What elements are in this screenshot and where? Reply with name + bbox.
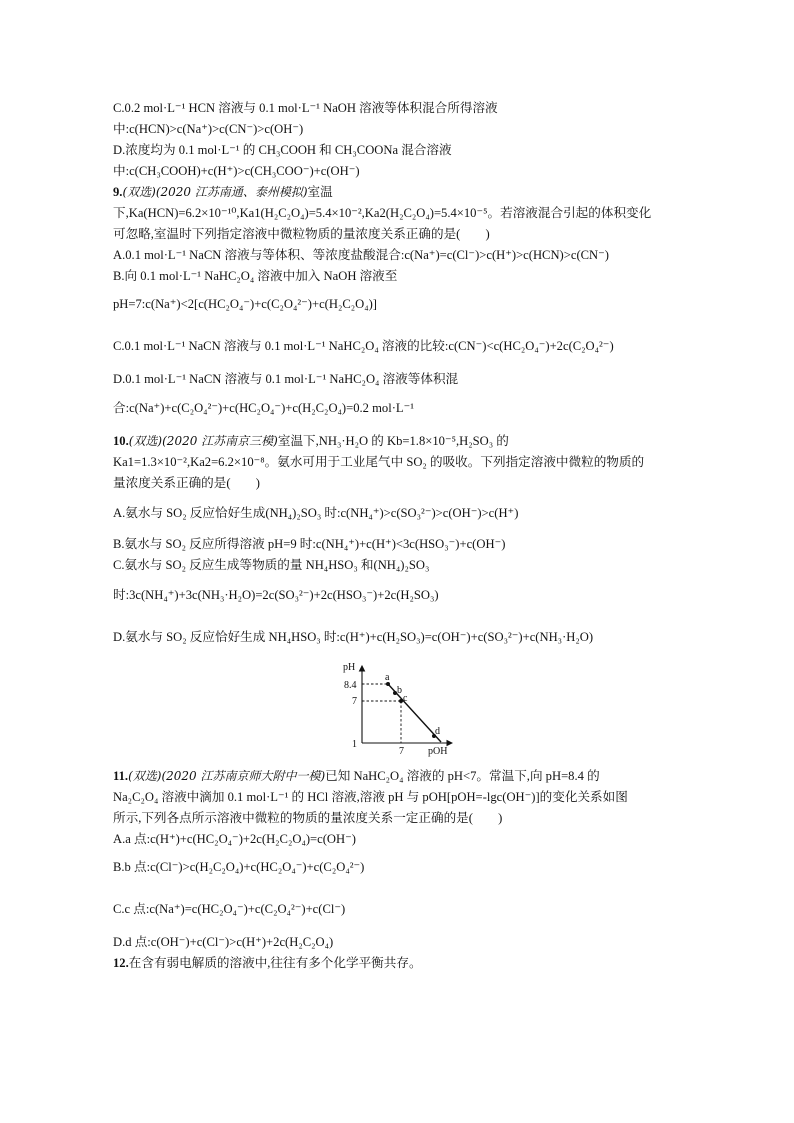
question-source: (2020 江苏南京师大附中一模) bbox=[161, 769, 326, 783]
text-line: 所示,下列各点所示溶液中微粒的物质的量浓度关系一定正确的是( ) bbox=[113, 811, 503, 825]
text-line: 量浓度关系正确的是( ) bbox=[113, 476, 260, 490]
option-c: C.c 点:c(Na⁺)=c(HC₂O₄⁻)+c(C₂O₄²⁻)+c(Cl⁻) bbox=[113, 902, 346, 916]
question-number: 10. bbox=[113, 434, 129, 448]
y-tick-label: 7 bbox=[352, 696, 357, 707]
question-number: 12. bbox=[113, 956, 129, 970]
point-label: d bbox=[435, 726, 440, 737]
question-number: 11. bbox=[113, 769, 129, 783]
question-12-stem bbox=[113, 955, 422, 971]
y-tick-label: 8.4 bbox=[344, 680, 357, 691]
text-line: 下,Ka(HCN)=6.2×10⁻¹⁰,Ka1(H₂C₂O₄)=5.4×10⁻²,Ka2(H₂C₂O₄)=5.4×10⁻⁵。若溶液混合引起的体积变化 bbox=[113, 206, 652, 220]
question-tag: (双选) bbox=[122, 185, 156, 199]
text-line: Na₂C₂O₄ 溶液中滴加 0.1 mol·L⁻¹ 的 HCl 溶液,溶液 pH 与 pOH[pOH=-lgc(OH⁻)]的变化关系如图 bbox=[113, 790, 628, 804]
option-d: D.氨水与 SO₂ 反应恰好生成 NH₄HSO₃ 时:c(H⁺)+c(H₂SO₃)=c(OH⁻)+c(SO₃²⁻)+c(NH₃·H₂O) bbox=[113, 630, 594, 644]
x-axis-label: pOH bbox=[428, 746, 448, 757]
text-line: 可忽略,室温时下列指定溶液中微粒物质的量浓度关系正确的是( ) bbox=[113, 227, 490, 241]
option-b: B.氨水与 SO₂ 反应所得溶液 pH=9 时:c(NH₄⁺)+c(H⁺)<3c(HSO₃⁻)+c(OH⁻) bbox=[113, 537, 506, 551]
option-a: A.0.1 mol·L⁻¹ NaCN 溶液与等体积、等浓度盐酸混合:c(Na⁺)=c(Cl⁻)>c(H⁺)>c(HCN)>c(CN⁻) bbox=[113, 248, 609, 262]
stem-text: 室温 bbox=[307, 185, 333, 199]
text-line: Ka1=1.3×10⁻²,Ka2=6.2×10⁻⁸。氨水可用于工业尾气中 SO₂ 的吸收。下列指定溶液中微粒的物质的 bbox=[113, 455, 645, 469]
question-tag: (双选) bbox=[128, 434, 163, 448]
option-c: C.氨水与 SO₂ 反应生成等物质的量 NH₄HSO₃ 和(NH₄)₂SO₃ bbox=[113, 558, 430, 572]
question-9-stem bbox=[113, 184, 333, 200]
stem-text: 在含有弱电解质的溶液中,往往有多个化学平衡共存。 bbox=[128, 956, 422, 970]
text-line: D.浓度均为 0.1 mol·L⁻¹ 的 CH₃COOH 和 CH₃COONa 混合溶液 bbox=[113, 143, 452, 157]
text-line: 中:c(CH₃COOH)+c(H⁺)>c(CH₃COO⁻)+c(OH⁻) bbox=[113, 164, 360, 178]
option-d: D.d 点:c(OH⁻)+c(Cl⁻)>c(H⁺)+2c(H₂C₂O₄) bbox=[113, 935, 334, 949]
option-c: C.0.1 mol·L⁻¹ NaCN 溶液与 0.1 mol·L⁻¹ NaHC₂O₄ 溶液的比较:c(CN⁻)<c(HC₂O₄⁻)+2c(C₂O₄²⁻) bbox=[113, 339, 614, 353]
option-b: B.向 0.1 mol·L⁻¹ NaHC₂O₄ 溶液中加入 NaOH 溶液至 bbox=[113, 269, 398, 283]
option-a: A.a 点:c(H⁺)+c(HC₂O₄⁻)+2c(H₂C₂O₄)=c(OH⁻) bbox=[113, 832, 356, 846]
question-source: (2020 江苏南京三模) bbox=[162, 434, 278, 448]
x-tick-label: 7 bbox=[399, 746, 404, 757]
option-d: D.0.1 mol·L⁻¹ NaCN 溶液与 0.1 mol·L⁻¹ NaHC₂O₄ 溶液等体积混 bbox=[113, 372, 459, 386]
option-c-cont: 时:3c(NH₄⁺)+3c(NH₃·H₂O)=2c(SO₃²⁻)+2c(HSO₃⁻)+2c(H₂SO₃) bbox=[113, 588, 439, 602]
point-label: b bbox=[397, 685, 402, 696]
question-source: (2020 江苏南通、泰州模拟) bbox=[155, 185, 308, 199]
option-b: B.b 点:c(Cl⁻)>c(H₂C₂O₄)+c(HC₂O₄⁻)+c(C₂O₄²⁻) bbox=[113, 860, 365, 874]
option-a: A.氨水与 SO₂ 反应恰好生成(NH₄)₂SO₃ 时:c(NH₄⁺)>c(SO₃²⁻)>c(OH⁻)>c(H⁺) bbox=[113, 506, 519, 520]
question-10-stem bbox=[113, 433, 509, 449]
stem-text: 室温下,NH₃·H₂O 的 Kb=1.8×10⁻⁵,H₂SO₃ 的 bbox=[277, 434, 509, 448]
question-number: 9. bbox=[113, 185, 123, 199]
y-axis-label: pH bbox=[343, 662, 356, 673]
question-11-stem bbox=[113, 768, 600, 784]
option-d-cont: 合:c(Na⁺)+c(C₂O₄²⁻)+c(HC₂O₄⁻)+c(H₂C₂O₄)=0.2 mol·L⁻¹ bbox=[113, 401, 415, 415]
question-tag: (双选) bbox=[128, 769, 162, 783]
y-tick-label: 1 bbox=[352, 739, 357, 750]
text-line: C.0.2 mol·L⁻¹ HCN 溶液与 0.1 mol·L⁻¹ NaOH 溶液等体积混合所得溶液 bbox=[113, 101, 498, 115]
ph-poh-figure bbox=[330, 660, 460, 760]
stem-text: 已知 NaHC₂O₄ 溶液的 pH<7。常温下,向 pH=8.4 的 bbox=[325, 769, 600, 783]
point-label: c bbox=[403, 693, 408, 704]
point-label: a bbox=[385, 672, 390, 683]
text-line: 中:c(HCN)>c(Na⁺)>c(CN⁻)>c(OH⁻) bbox=[113, 122, 304, 136]
option-b-cont: pH=7:c(Na⁺)<2[c(HC₂O₄⁻)+c(C₂O₄²⁻)+c(H₂C₂O₄)] bbox=[113, 297, 378, 311]
